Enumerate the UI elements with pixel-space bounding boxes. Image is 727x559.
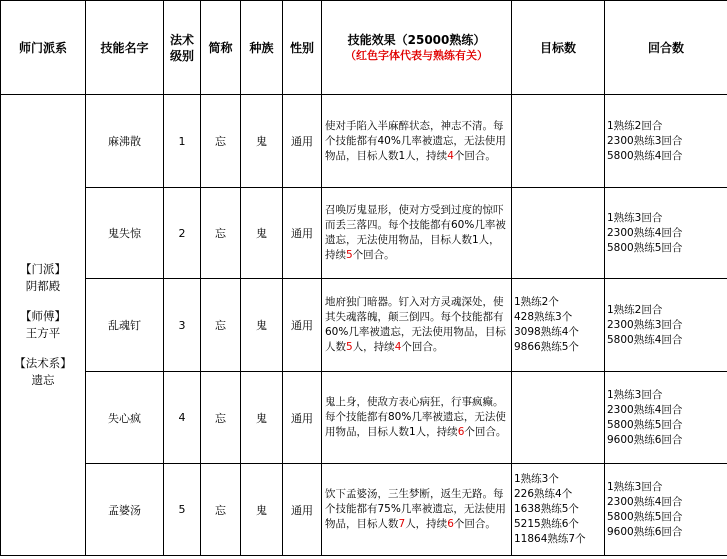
skill-targets: [512, 372, 605, 464]
round-line: 5800熟练4回合: [607, 333, 683, 346]
skill-level: 2: [164, 188, 201, 279]
target-line: 1638熟练5个: [514, 503, 579, 515]
header-effect: [322, 1, 512, 95]
skill-targets: [512, 188, 605, 279]
round-line: 1熟练2回合: [607, 303, 663, 316]
skill-name: 麻沸散: [86, 95, 164, 188]
skill-rounds: [605, 464, 727, 556]
skill-row: [1, 279, 727, 372]
round-line: 2300熟练4回合: [607, 403, 683, 416]
header-skill-name: 技能名字: [86, 1, 164, 95]
round-line: 2300熟练3回合: [607, 134, 683, 147]
target-line: 5215熟练6个: [514, 518, 579, 530]
header-rounds: 回合数: [605, 1, 727, 95]
effect-text: 使对手陷入半麻醉状态，神志不清。每个技能都有40%几率被遗忘，无法使用物品，目标人数1人，持续: [325, 119, 506, 162]
round-line: 5800熟练5回合: [607, 510, 683, 523]
skill-rounds: [605, 372, 727, 464]
school-cell: [1, 95, 86, 556]
effect-text: 人，持续: [352, 341, 395, 353]
effect-text: 个回合。: [453, 518, 496, 530]
effect-highlight: 4: [394, 341, 402, 353]
round-line: 9600熟练6回合: [607, 433, 683, 446]
skill-race: 鬼: [241, 279, 283, 372]
effect-text: 个回合。: [464, 426, 507, 438]
skill-race: 鬼: [241, 464, 283, 556]
round-line: 5800熟练4回合: [607, 149, 683, 162]
skill-name: 孟婆汤: [86, 464, 164, 556]
skill-name: 乱魂钉: [86, 279, 164, 372]
target-line: 9866熟练5个: [514, 341, 579, 353]
skill-level: 4: [164, 372, 201, 464]
target-line: 3098熟练4个: [514, 326, 579, 338]
header-spell-level: 法术级别: [164, 1, 201, 95]
effect-highlight: 5: [346, 341, 353, 353]
skill-rounds: [605, 188, 727, 279]
master-label: 【师傅】: [20, 309, 66, 323]
round-line: 1熟练2回合: [607, 119, 663, 132]
skill-targets: [512, 279, 605, 372]
effect-highlight: 6: [447, 518, 454, 530]
target-line: 11864熟练7个: [514, 533, 586, 545]
skill-gender: 通用: [283, 279, 322, 372]
skill-race: 鬼: [241, 95, 283, 188]
effect-text: 个回合。: [401, 341, 444, 353]
effect-highlight: 5: [346, 249, 353, 261]
skill-race: 鬼: [241, 372, 283, 464]
skill-effect: [322, 279, 512, 372]
target-line: 226熟练4个: [514, 488, 573, 500]
header-row: [1, 1, 727, 95]
skill-rounds: [605, 95, 727, 188]
round-line: 5800熟练5回合: [607, 418, 683, 431]
skill-abbr: 忘: [201, 188, 241, 279]
skill-effect: [322, 95, 512, 188]
target-line: 428熟练3个: [514, 311, 573, 323]
header-abbr: 简称: [201, 1, 241, 95]
skill-abbr: 忘: [201, 279, 241, 372]
effect-text: 个回合。: [453, 149, 496, 162]
sect-value: 阴都殿: [25, 279, 61, 293]
effect-text: 鬼上身，使敌方表心病狂，行事疯癫。每个技能都有80%几率被遗忘，无法使用物品，目标人数1人，持续: [325, 396, 506, 438]
round-line: 1熟练3回合: [607, 388, 663, 401]
round-line: 2300熟练4回合: [607, 226, 683, 239]
skill-row: [1, 464, 727, 556]
skill-targets: [512, 464, 605, 556]
target-line: 1熟练2个: [514, 296, 559, 308]
skill-name: 失心疯: [86, 372, 164, 464]
header-gender: 性别: [283, 1, 322, 95]
effect-highlight: 6: [457, 426, 465, 438]
skill-row: [1, 95, 727, 188]
skill-row: [1, 372, 727, 464]
skill-rounds: [605, 279, 727, 372]
skill-level: 5: [164, 464, 201, 556]
skill-abbr: 忘: [201, 95, 241, 188]
master-value: 王方平: [25, 326, 61, 340]
round-line: 2300熟练4回合: [607, 495, 683, 508]
skill-gender: 通用: [283, 95, 322, 188]
skill-effect: [322, 464, 512, 556]
header-effect-title: 技能效果（25000熟练）: [347, 32, 486, 47]
skill-name: 鬼失惊: [86, 188, 164, 279]
skill-targets: [512, 95, 605, 188]
header-race: 种族: [241, 1, 283, 95]
effect-text: 地府独门暗器。钉入对方灵魂深处，使其失魂落魄，颠三倒四。每个技能都有60%几率被遗忘，无法使用物品，目标人数: [325, 296, 506, 353]
round-line: 5800熟练5回合: [607, 241, 683, 254]
effect-text: 个回合。: [352, 249, 395, 261]
spell-school-label: 【法术系】: [14, 356, 72, 370]
sect-label: 【门派】: [20, 262, 66, 276]
skill-gender: 通用: [283, 464, 322, 556]
target-line: 1熟练3个: [514, 473, 559, 485]
skill-abbr: 忘: [201, 372, 241, 464]
skill-gender: 通用: [283, 188, 322, 279]
skill-abbr: 忘: [201, 464, 241, 556]
skill-effect: [322, 188, 512, 279]
spell-school-value: 遗忘: [31, 373, 55, 387]
round-line: 2300熟练3回合: [607, 318, 683, 331]
round-line: 1熟练3回合: [607, 480, 663, 493]
header-targets: 目标数: [512, 1, 605, 95]
skill-row: [1, 188, 727, 279]
effect-text: 召唤厉鬼显形，使对方受到过度的惊吓而丢三落四。每个技能都有60%几率被遗忘，无法使用物品，目标人数1人，持续: [325, 204, 506, 261]
round-line: 9600熟练6回合: [607, 525, 683, 538]
round-line: 1熟练3回合: [607, 211, 663, 224]
header-school: 师门派系: [1, 1, 86, 95]
effect-highlight: 4: [447, 149, 454, 162]
skill-gender: 通用: [283, 372, 322, 464]
effect-text: 饮下孟婆汤，三生梦断，返生无路。每个技能都有75%几率被遗忘，无法使用物品，目标人数: [325, 488, 506, 530]
skill-race: 鬼: [241, 188, 283, 279]
skill-level: 3: [164, 279, 201, 372]
effect-highlight: 7: [398, 518, 406, 530]
effect-text: 人，持续: [405, 518, 448, 530]
header-effect-note: （红色字体代表与熟练有关）: [345, 48, 488, 62]
skill-level: 1: [164, 95, 201, 188]
skill-effect: [322, 372, 512, 464]
